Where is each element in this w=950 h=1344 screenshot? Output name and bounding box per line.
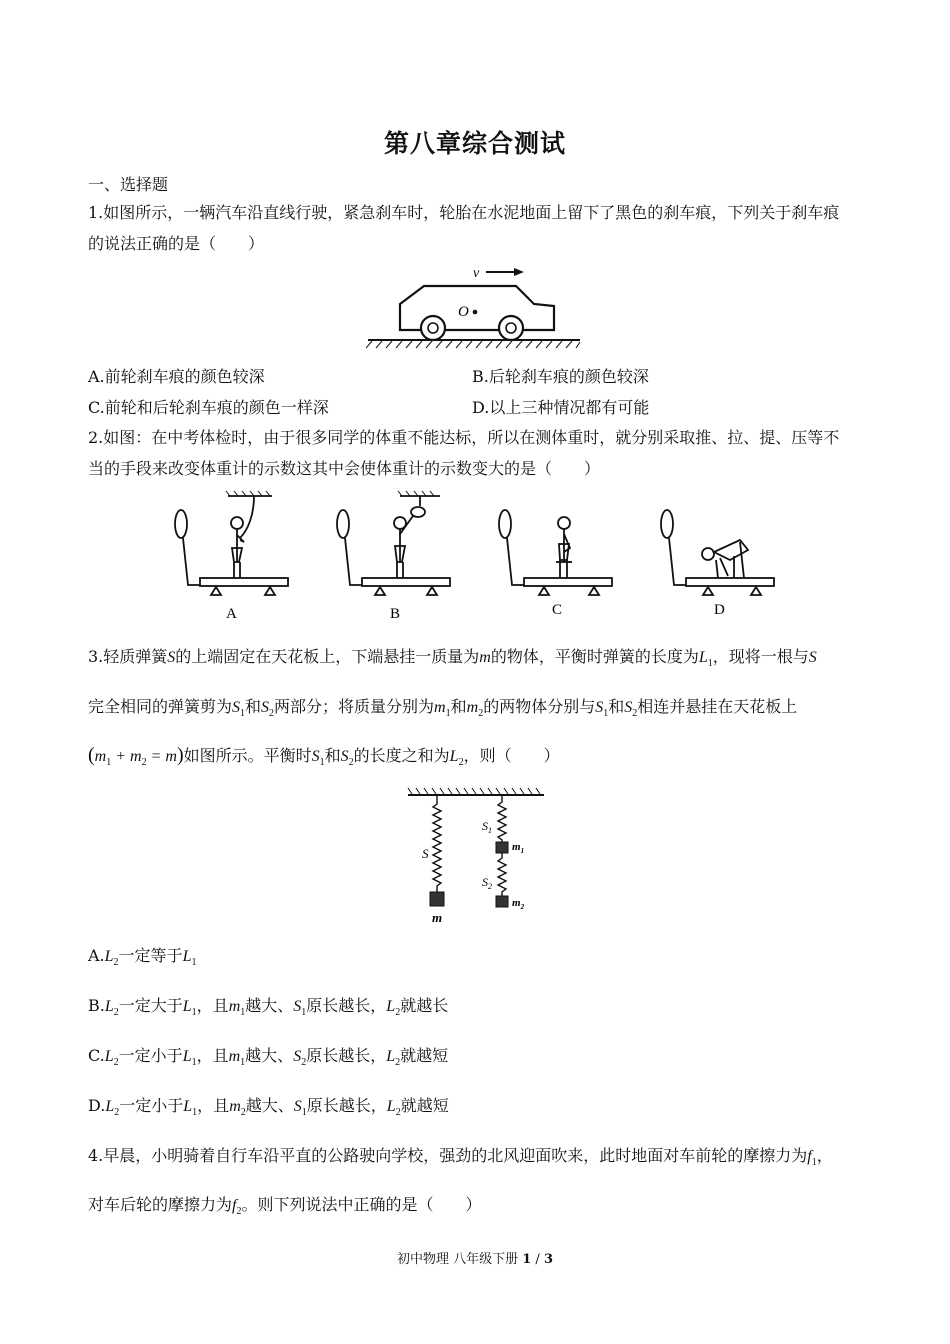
- scales-figure: [168, 490, 788, 622]
- q2-line1: 2.如图：在中考体检时，由于很多同学的体重不能达标，所以在测体重时，就分别采取推、拉、提、压等不: [88, 428, 840, 447]
- q1-line1: 1.如图所示，一辆汽车沿直线行驶，紧急刹车时，轮胎在水泥地面上留下了黑色的刹车痕，下列关于刹车痕: [88, 203, 840, 222]
- mass-m2: [496, 896, 508, 907]
- q3-line3: $(m_1 + m_2 = m)$如图所示。平衡时$S_1$和$S_2$的长度之和为$L_2$，则（ ）: [88, 744, 560, 768]
- q1-line2: 的说法正确的是（ ）: [88, 234, 265, 253]
- panel-d-label: D: [714, 602, 725, 618]
- panel-c-label: C: [552, 602, 563, 618]
- springs-figure: [404, 786, 554, 926]
- panel-c: [499, 510, 612, 595]
- q3-line2: 完全相同的弹簧剪为$S_1$和$S_2$两部分；将质量分别为$m_1$和$m_2$的两物体分别与$S_1$和$S_2$相连并悬挂在天花板上: [88, 697, 798, 719]
- ground-hatch: [366, 341, 580, 348]
- page-footer: 初中物理 八年级下册 1 / 3: [396, 1252, 553, 1267]
- q3-option-a: $A.L_2$一定等于$L_1$: [88, 946, 197, 968]
- label-s1: $S_1$: [482, 819, 492, 835]
- page-number: 1: [522, 1252, 532, 1267]
- footer-text: 初中物理 八年级下册: [396, 1252, 523, 1267]
- mass-m: [430, 892, 444, 906]
- q3-line1: 3.轻质弹簧S的上端固定在天花板上，下端悬挂一质量为m的物体，平衡时弹簧的长度为$L_1$，现将一根与S: [88, 647, 817, 669]
- panel-a-label: A: [226, 606, 237, 622]
- center-label: O: [458, 304, 469, 320]
- q2-line2: 当的手段来改变体重计的示数这其中会使体重计的示数变大的是（ ）: [88, 459, 601, 478]
- spring-s1: [498, 796, 506, 842]
- car-figure: [366, 260, 582, 350]
- ceiling-hatch: [408, 788, 540, 794]
- section-heading: 一、选择题: [88, 175, 169, 194]
- q3-option-b: $B.L_2$一定大于$L_1$，且$m_1$越大、$S_1$原长越长，$L_2$就越长: [88, 996, 449, 1018]
- spring-s2: [498, 853, 506, 896]
- q1-option-a: A.前轮刹车痕的颜色较深: [88, 367, 265, 386]
- label-s2: $S_2$: [482, 875, 492, 891]
- velocity-arrowhead: [514, 268, 524, 276]
- page-total: 3: [543, 1252, 553, 1267]
- mass-m1: [496, 842, 508, 853]
- label-m2: $m_2$: [512, 897, 525, 911]
- front-wheel: [499, 316, 523, 340]
- label-m: m: [432, 910, 443, 925]
- label-s: S: [422, 846, 429, 861]
- center-point: [473, 310, 478, 315]
- q1-option-c: C.前轮和后轮刹车痕的颜色一样深: [88, 398, 329, 417]
- panel-b-label: B: [390, 606, 401, 622]
- q3-option-d: $D.L_2$一定小于$L_1$，且$m_2$越大、$S_1$原长越长，$L_2$就越短: [88, 1096, 449, 1118]
- rear-wheel: [421, 316, 445, 340]
- velocity-label: v: [473, 266, 480, 281]
- spring-s: [433, 796, 441, 892]
- label-m1: $m_1$: [512, 841, 525, 855]
- panel-a: [175, 491, 288, 595]
- page-title: 第八章综合测试: [383, 129, 566, 158]
- q1-option-d: D.以上三种情况都有可能: [472, 398, 650, 417]
- panel-b: [337, 491, 450, 595]
- q1-option-b: B.后轮刹车痕的颜色较深: [472, 367, 649, 386]
- q4-line2: 对车后轮的摩擦力为$f_2$。则下列说法中正确的是（ ）: [88, 1195, 482, 1217]
- q3-option-c: $C.L_2$一定小于$L_1$，且$m_1$越大、$S_2$原长越长，$L_2$就越短: [88, 1046, 449, 1068]
- q4-line1: 4.早晨，小明骑着自行车沿平直的公路驶向学校，强劲的北风迎面吹来，此时地面对车前轮的摩擦力为$f_1$，: [88, 1146, 833, 1168]
- panel-d: [661, 510, 774, 595]
